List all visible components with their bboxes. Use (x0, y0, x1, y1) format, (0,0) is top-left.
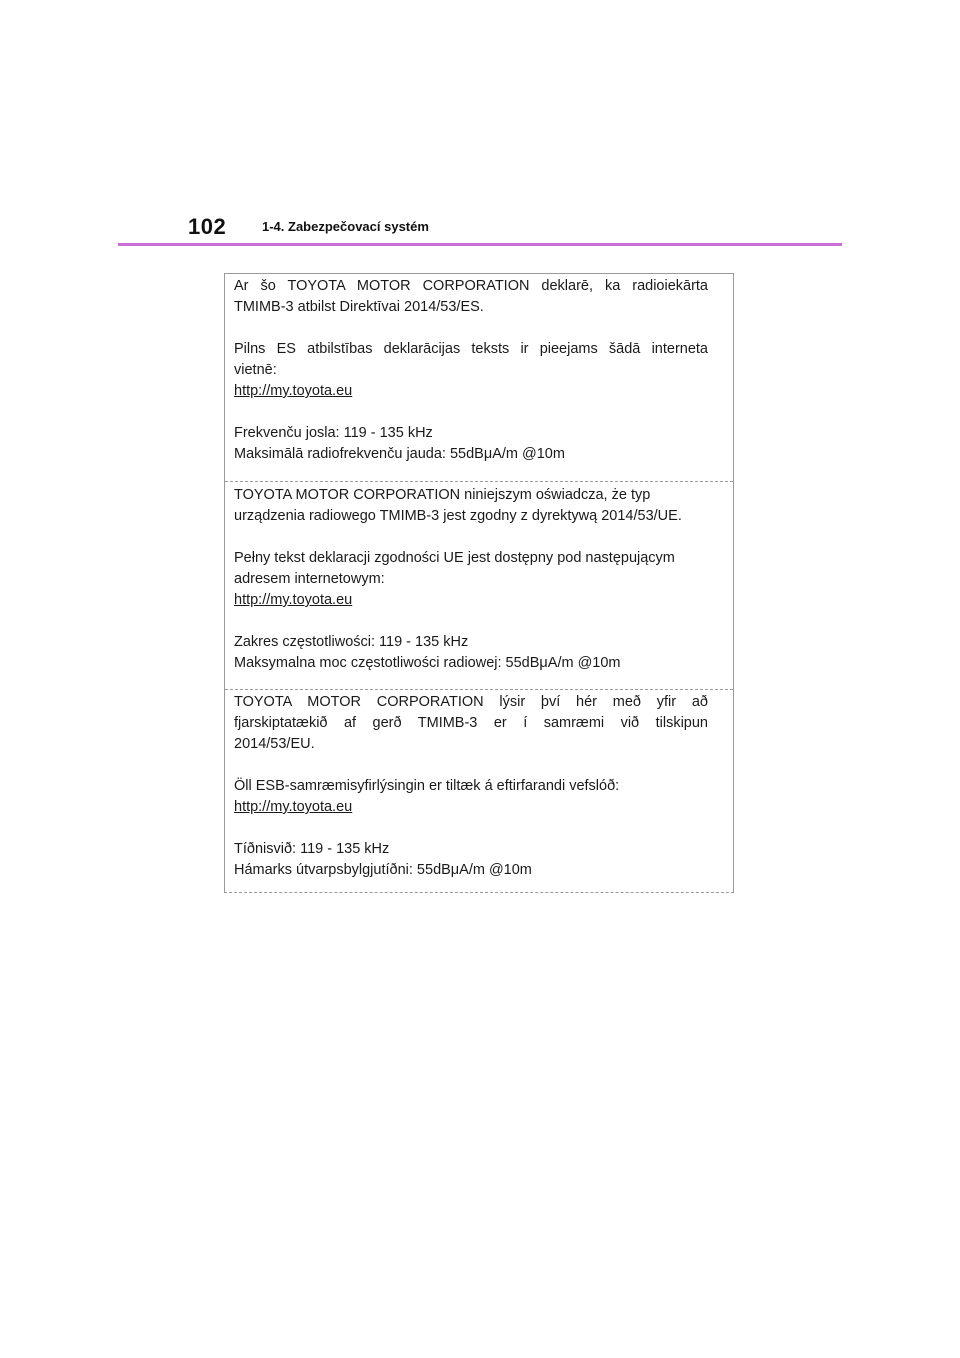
toyota-link[interactable]: http://my.toyota.eu (234, 383, 353, 399)
availability-line: Öll ESB-samræmisyfirlýsingin er tiltæk á eftirfarandi vefslóð: (234, 778, 620, 794)
frequency-band: Zakres częstotliwości: 119 - 135 kHz (234, 634, 469, 650)
declaration-line: TMIMB-3 atbilst Direktīvai 2014/53/ES. (234, 299, 484, 315)
max-power: Maksymalna moc częstotliwości radiowej: 55dBμA/m @10m (234, 655, 621, 671)
declaration-line: 2014/53/EU. (234, 736, 315, 752)
declaration-box (224, 273, 734, 893)
max-power: Maksimālā radiofrekvenču jauda: 55dBμA/m @10m (234, 446, 565, 462)
frequency-band: Frekvenču josla: 119 - 135 kHz (234, 425, 433, 441)
declaration-block-icelandic (225, 689, 733, 894)
toyota-link[interactable]: http://my.toyota.eu (234, 592, 353, 608)
availability-line: adresem internetowym: (234, 571, 385, 587)
header-rule (118, 243, 842, 246)
declaration-line: fjarskiptatækið af gerð TMIMB-3 er í samræmi við tilskipun (234, 715, 708, 731)
declaration-line: TOYOTA MOTOR CORPORATION niniejszym oświadcza, że typ (234, 487, 651, 503)
availability-line: vietnē: (234, 362, 277, 378)
max-power: Hámarks útvarpsbylgjutíðni: 55dBμA/m @10m (234, 862, 532, 878)
declaration-block-polish (225, 481, 733, 689)
declaration-line: Ar šo TOYOTA MOTOR CORPORATION deklarē, ka radioiekārta (234, 278, 708, 294)
page-number: 102 (188, 214, 227, 239)
declaration-block-latvian (225, 274, 733, 481)
declaration-line: urządzenia radiowego TMIMB-3 jest zgodny z dyrektywą 2014/53/UE. (234, 508, 682, 524)
declaration-line: TOYOTA MOTOR CORPORATION lýsir því hér með yfir að (234, 694, 708, 710)
page-header (0, 0, 960, 250)
availability-line: Pełny tekst deklaracji zgodności UE jest dostępny pod następującym (234, 550, 675, 566)
toyota-link[interactable]: http://my.toyota.eu (234, 799, 353, 815)
section-title: 1-4. Zabezpečovací systém (262, 219, 429, 234)
frequency-band: Tíðnisvið: 119 - 135 kHz (234, 841, 390, 857)
availability-line: Pilns ES atbilstības deklarācijas teksts ir pieejams šādā interneta (234, 341, 708, 357)
